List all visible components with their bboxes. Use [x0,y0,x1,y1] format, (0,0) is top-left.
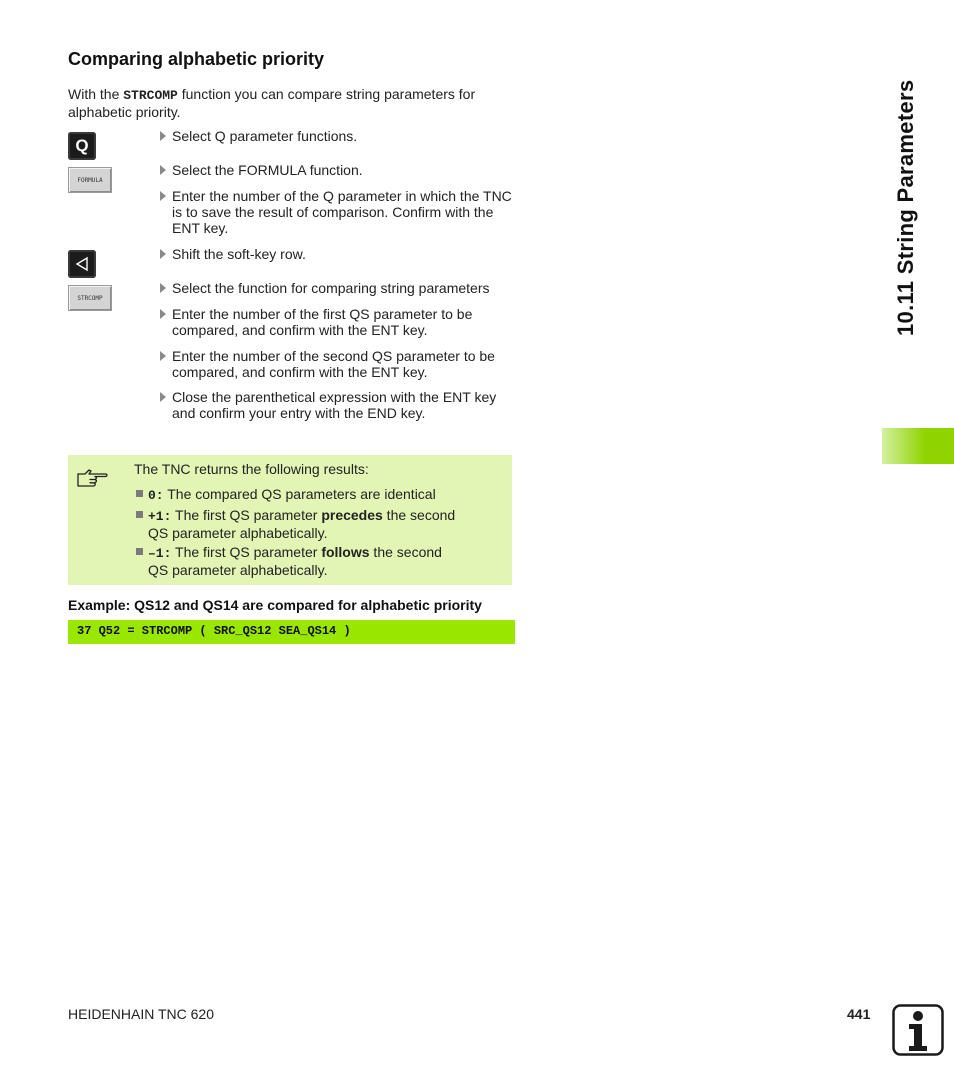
step-1 [158,128,514,144]
step-triangle-icon [160,131,166,141]
step-text: Select the FORMULA function. [172,162,363,178]
result-keyword: follows [321,544,370,560]
code-example [68,620,515,644]
side-chapter-title: 10.11 String Parameters [893,79,918,336]
step-text: Select Q parameter functions. [172,128,358,144]
step-triangle-icon [160,165,166,175]
result-code: +1: [148,509,172,524]
result-code: –1: [148,546,172,561]
step-8 [158,389,514,421]
step-5 [158,280,514,296]
intro-paragraph [68,86,518,120]
formula-softkey-icon: FORMULA [68,167,112,193]
result-item [136,486,496,504]
result-item [136,507,476,541]
arrow-left-icon [74,256,90,272]
intro-text-before: With the [68,86,124,102]
bullet-square-icon [136,490,143,497]
footer-product: HEIDENHAIN TNC 620 [68,1006,215,1022]
chapter-tab-marker [882,428,954,464]
example-title: Example: QS12 and QS14 are compared for alphabetic priority [68,597,482,613]
step-2 [158,162,514,178]
bullet-square-icon [136,511,143,518]
code-line: 37 Q52 = STRCOMP ( SRC_QS12 SEA_QS14 ) [77,624,351,638]
step-text: Enter the number of the Q parameter in which the TNC is to save the result of comparison. Confirm with the ENT key. [172,188,512,236]
step-text: Enter the number of the second QS parameter to be compared, and confirm with the ENT key. [172,348,495,380]
step-6 [158,306,514,338]
result-item [136,544,466,578]
info-icon [892,1004,944,1056]
step-triangle-icon [160,191,166,201]
step-text: Select the function for comparing string parameters [172,280,490,296]
step-text: Close the parenthetical expression with the ENT key and confirm your entry with the END key. [172,389,497,421]
step-text: Enter the number of the first QS parameter to be compared, and confirm with the ENT key. [172,306,473,338]
step-triangle-icon [160,351,166,361]
intro-text-after: function you can compare string parameters for alphabetic priority. [68,86,476,120]
pointing-hand-icon [76,466,110,490]
step-text: Shift the soft-key row. [172,246,306,262]
result-keyword: precedes [321,507,383,523]
step-triangle-icon [160,392,166,402]
q-key-icon: Q [68,132,96,160]
strcomp-softkey-icon: STRCOMP [68,285,112,311]
step-triangle-icon [160,309,166,319]
section-heading: Comparing alphabetic priority [68,49,325,69]
bullet-square-icon [136,548,143,555]
result-text-after: the second QS parameter alphabetically. [148,507,456,541]
intro-function-name: STRCOMP [123,88,178,103]
shift-arrow-key-icon [68,250,96,278]
result-text: The first QS parameter [171,544,322,560]
note-intro: The TNC returns the following results: [134,461,369,477]
step-3 [158,188,514,236]
result-text: The first QS parameter [171,507,322,523]
step-triangle-icon [160,283,166,293]
step-4 [158,246,514,262]
result-text: The compared QS parameters are identical [163,486,436,502]
page-number: 441 [847,1006,871,1022]
result-code: 0: [148,488,164,503]
result-text-after: the second QS parameter alphabetically. [148,544,442,578]
step-7 [158,348,514,380]
step-triangle-icon [160,249,166,259]
